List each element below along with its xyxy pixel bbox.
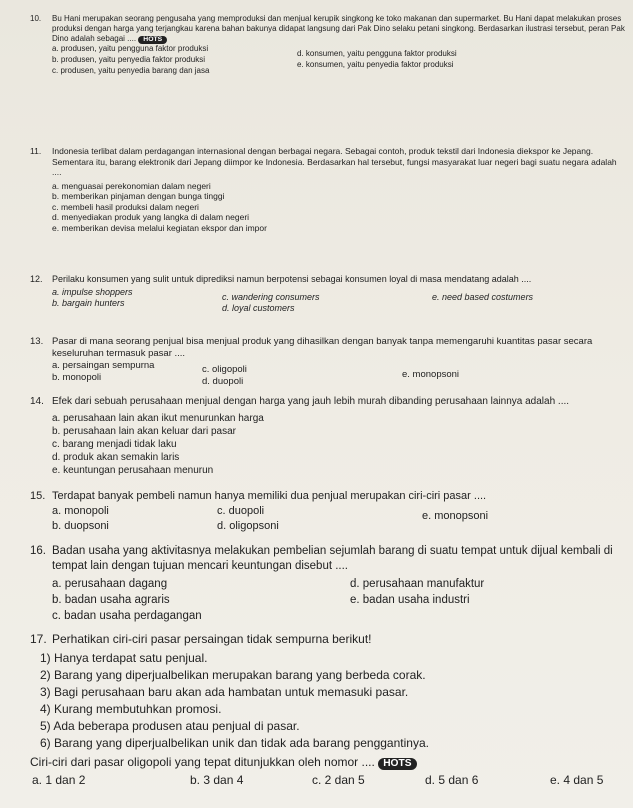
option-c[interactable]: c. 2 dan 5 xyxy=(312,773,365,788)
option-c[interactable]: c. wandering consumers xyxy=(222,292,320,302)
option-c[interactable]: c. badan usaha perdagangan xyxy=(52,610,202,622)
option-b[interactable]: b. 3 dan 4 xyxy=(190,773,244,788)
question-number: 11. xyxy=(30,146,42,156)
option-d[interactable]: d. duopoli xyxy=(202,376,244,387)
question-12 xyxy=(30,274,625,311)
option-a[interactable]: a. impulse shoppers xyxy=(52,287,133,297)
question-text: Badan usaha yang aktivitasnya melakukan pembelian sejumlah barang di suatu tempat untuk dijual kembali di tempat lain dengan tujuan mencari keuntungan disebut .... xyxy=(52,545,613,572)
option-a[interactable]: a. persaingan sempurna xyxy=(52,360,155,371)
question-number: 15. xyxy=(30,490,46,502)
option-d[interactable]: d. produk akan semakin laris xyxy=(52,452,180,463)
list-item: 2) Barang yang diperjualbelikan merupakan barang yang berbeda corak. xyxy=(40,668,426,682)
question-text: Perilaku konsumen yang sulit untuk diprediksi namun berpotensi sebagai konsumen loyal di masa mendatang adalah .... xyxy=(52,274,532,284)
question-15 xyxy=(30,490,625,535)
question-number: 12. xyxy=(30,274,43,284)
option-a[interactable]: a. menguasai perekonomian dalam negeri xyxy=(52,180,211,191)
option-b[interactable]: b. monopoli xyxy=(52,372,102,383)
list-item: 4) Kurang membutuhkan promosi. xyxy=(40,702,222,716)
option-d[interactable]: d. perusahaan manufaktur xyxy=(350,578,485,590)
option-b[interactable]: b. perusahaan lain akan keluar dari pasar xyxy=(52,426,237,437)
option-d[interactable]: d. loyal customers xyxy=(222,303,295,313)
question-number: 13. xyxy=(30,336,44,347)
option-e[interactable]: e. 4 dan 5 xyxy=(550,773,604,788)
question-number: 16. xyxy=(30,545,46,557)
option-a[interactable]: a. produsen, yaitu pengguna faktor produksi xyxy=(52,44,209,54)
option-b[interactable]: b. produsen, yaitu penyedia faktor produksi xyxy=(52,55,205,65)
option-d[interactable]: d. konsumen, yaitu pengguna faktor produksi xyxy=(297,49,457,59)
option-e[interactable]: e. monopsoni xyxy=(422,510,489,522)
hots-badge: HOTS xyxy=(138,36,167,44)
option-c[interactable]: c. membeli hasil produksi dalam negeri xyxy=(52,201,199,212)
question-number: 14. xyxy=(30,396,44,407)
question-text: Terdapat banyak pembeli namun hanya memiliki dua penjual merupakan ciri-ciri pasar .... xyxy=(52,490,487,502)
option-d[interactable]: d. 5 dan 6 xyxy=(425,773,479,788)
question-17 xyxy=(30,632,625,789)
option-c[interactable]: c. barang menjadi tidak laku xyxy=(52,439,177,450)
question-text: Efek dari sebuah perusahaan menjual dengan harga yang jauh lebih murah dibanding perusahaan lainnya adalah .... xyxy=(52,396,570,407)
question-text: Perhatikan ciri-ciri pasar persaingan tidak sempurna berikut! xyxy=(52,632,372,646)
option-a[interactable]: a. perusahaan lain akan ikut menurunkan harga xyxy=(52,413,264,424)
option-b[interactable]: b. duopsoni xyxy=(52,520,109,532)
option-e[interactable]: e. need based costumers xyxy=(432,292,534,302)
option-d[interactable]: d. oligopsoni xyxy=(217,520,279,532)
option-e[interactable]: e. memberikan devisa melalui kegiatan ekspor dan impor xyxy=(52,222,267,233)
option-a[interactable]: a. 1 dan 2 xyxy=(32,773,86,788)
list-item: 1) Hanya terdapat satu penjual. xyxy=(40,651,208,665)
option-b[interactable]: b. badan usaha agraris xyxy=(52,594,170,606)
option-a[interactable]: a. monopoli xyxy=(52,505,109,517)
question-14 xyxy=(30,396,625,477)
option-c[interactable]: c. duopoli xyxy=(217,505,265,517)
option-e[interactable]: e. badan usaha industri xyxy=(350,594,470,606)
question-13 xyxy=(30,336,625,385)
question-number: 10. xyxy=(30,14,42,23)
question-text: Bu Hani merupakan seorang pengusaha yang memproduksi dan menjual kerupik singkong ke toko makanan dan supermarket. Bu Hani dapat melakukan proses produksi dengan harga yang terjangkau karena bahan bakunya didapat langsung dari Pak Dino selaku petani singkong. Berdasarkan ilustrasi tersebut, peran Pak Dino adalah sebagai .... xyxy=(52,14,625,43)
hots-badge: HOTS xyxy=(378,758,416,770)
question-prompt: Ciri-ciri dari pasar oligopoli yang tepat ditunjukkan oleh nomor .... xyxy=(30,755,375,769)
question-16 xyxy=(30,544,625,622)
option-d[interactable]: d. menyediakan produk yang langka di dalam negeri xyxy=(52,212,250,222)
question-10 xyxy=(30,14,625,76)
option-c[interactable]: c. oligopoli xyxy=(202,364,247,375)
question-text: Indonesia terlibat dalam perdagangan internasional dengan berbagai negara. Sebagai contoh, produk tekstil dari Indonesia diekspor ke Jepang. Sementara itu, barang elektronik dari Jepang diimpor ke Indonesia. Berdasarkan hal tersebut, fungsi masyarakat luar negeri bagi suatu negara adalah .... xyxy=(52,146,617,177)
option-e[interactable]: e. monopsoni xyxy=(402,369,460,380)
question-11 xyxy=(30,146,625,233)
question-text: Pasar di mana seorang penjual bisa menjual produk yang dihasilkan dengan banyak tanpa memengaruhi kuantitas pasar secara keseluruhan termasuk pasar .... xyxy=(52,336,593,359)
option-e[interactable]: e. keuntungan perusahaan menurun xyxy=(52,465,214,476)
question-number: 17. xyxy=(30,632,47,646)
option-b[interactable]: b. bargain hunters xyxy=(52,298,125,308)
option-e[interactable]: e. konsumen, yaitu penyedia faktor produksi xyxy=(297,60,454,70)
option-c[interactable]: c. produsen, yaitu penyedia barang dan jasa xyxy=(52,66,210,76)
option-a[interactable]: a. perusahaan dagang xyxy=(52,578,168,590)
list-item: 5) Ada beberapa produsen atau penjual di pasar. xyxy=(40,719,300,733)
list-item: 3) Bagi perusahaan baru akan ada hambatan untuk memasuki pasar. xyxy=(40,685,409,699)
option-b[interactable]: b. memberikan pinjaman dengan bunga tinggi xyxy=(52,191,225,201)
list-item: 6) Barang yang diperjualbelikan unik dan tidak ada barang penggantinya. xyxy=(40,736,429,750)
